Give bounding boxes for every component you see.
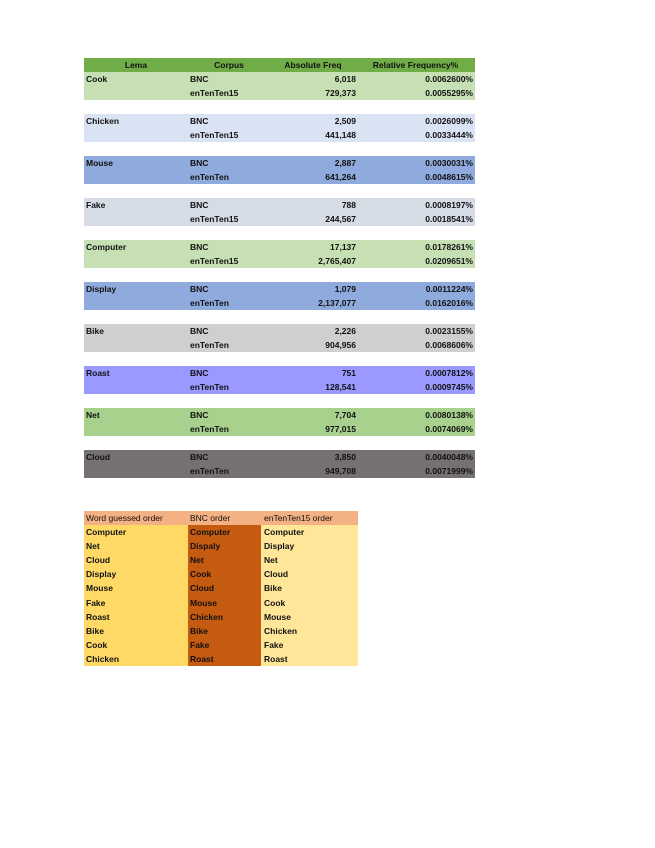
corpus-cell: enTenTen15 — [190, 256, 239, 266]
corpus-cell: enTenTen — [190, 172, 229, 182]
absolute-freq-cell: 2,765,407 — [318, 256, 356, 266]
frequency-row — [84, 156, 475, 170]
relative-freq-cell: 0.0048615% — [425, 172, 473, 182]
frequency-row — [84, 254, 475, 268]
lema-cell — [84, 170, 188, 184]
order-row — [84, 539, 358, 553]
guessed-order-cell: Fake — [84, 596, 188, 610]
frequency-table — [84, 58, 475, 478]
absolute-freq-cell: 441,148 — [325, 130, 356, 140]
frequency-row — [84, 72, 475, 86]
corpus-cell: BNC — [190, 368, 209, 378]
relative-freq-cell: 0.0068606% — [425, 340, 473, 350]
lema-cell: Bike — [86, 326, 104, 336]
order-row — [84, 652, 358, 666]
bnc-order-cell: Chicken — [188, 610, 261, 624]
lema-cell: Display — [86, 284, 117, 294]
header-corpus: Corpus — [214, 60, 244, 70]
corpus-cell: enTenTen — [190, 298, 229, 308]
relative-freq-cell: 0.0030031% — [425, 158, 473, 168]
group-spacer — [84, 100, 475, 114]
guessed-order-cell: Display — [84, 567, 188, 581]
group-spacer — [84, 436, 475, 450]
bnc-order-cell: Cloud — [188, 581, 261, 595]
group-spacer — [84, 184, 475, 198]
bnc-order-cell: Computer — [188, 525, 261, 539]
frequency-row — [84, 198, 475, 212]
lema-cell: Roast — [86, 368, 110, 378]
frequency-row — [84, 170, 475, 184]
frequency-row — [84, 114, 475, 128]
guessed-order-cell: Mouse — [84, 581, 188, 595]
guessed-order-cell: Net — [84, 539, 188, 553]
lema-cell — [84, 380, 188, 394]
corpus-cell: enTenTen — [190, 424, 229, 434]
lema-cell: Chicken — [86, 116, 120, 126]
corpus-cell: BNC — [190, 200, 209, 210]
lema-cell — [84, 464, 188, 478]
relative-freq-cell: 0.0074069% — [425, 424, 473, 434]
lema-cell — [84, 422, 188, 436]
frequency-row — [84, 422, 475, 436]
group-spacer — [84, 352, 475, 366]
relative-freq-cell: 0.0055295% — [425, 88, 473, 98]
lema-cell: Cloud — [86, 452, 111, 462]
lema-cell — [84, 86, 188, 100]
frequency-row — [84, 296, 475, 310]
frequency-row — [84, 128, 475, 142]
absolute-freq-cell: 128,541 — [325, 382, 356, 392]
relative-freq-cell: 0.0009745% — [425, 382, 473, 392]
lema-cell: Mouse — [86, 158, 113, 168]
ententen-order-cell: Computer — [261, 525, 358, 539]
corpus-cell: BNC — [190, 116, 209, 126]
ententen-order-cell: Chicken — [261, 624, 358, 638]
absolute-freq-cell: 751 — [341, 368, 356, 378]
absolute-freq-cell: 2,137,077 — [318, 298, 356, 308]
ententen-order-cell: Cook — [261, 596, 358, 610]
absolute-freq-cell: 949,708 — [325, 466, 356, 476]
absolute-freq-cell: 977,015 — [325, 424, 356, 434]
absolute-freq-cell: 3,850 — [334, 452, 356, 462]
frequency-row — [84, 366, 475, 380]
group-spacer — [84, 394, 475, 408]
frequency-row — [84, 282, 475, 296]
frequency-row — [84, 86, 475, 100]
bnc-order-cell: Fake — [188, 638, 261, 652]
corpus-cell: enTenTen15 — [190, 214, 239, 224]
ententen-order-cell: Cloud — [261, 567, 358, 581]
corpus-cell: enTenTen — [190, 382, 229, 392]
corpus-cell: BNC — [190, 326, 209, 336]
guessed-order-cell: Roast — [84, 610, 188, 624]
frequency-row — [84, 338, 475, 352]
relative-freq-cell: 0.0008197% — [425, 200, 473, 210]
relative-freq-cell: 0.0071999% — [425, 466, 473, 476]
order-row — [84, 525, 358, 539]
order-row — [84, 567, 358, 581]
relative-freq-cell: 0.0026099% — [425, 116, 473, 126]
corpus-cell: BNC — [190, 284, 209, 294]
relative-freq-cell: 0.0080138% — [425, 410, 473, 420]
guessed-order-cell: Cloud — [84, 553, 188, 567]
absolute-freq-cell: 6,018 — [334, 74, 356, 84]
relative-freq-cell: 0.0209651% — [425, 256, 473, 266]
bnc-order-cell: Net — [188, 553, 261, 567]
lema-cell: Computer — [86, 242, 127, 252]
ententen-order-cell: Bike — [261, 581, 358, 595]
frequency-row — [84, 380, 475, 394]
frequency-table-body — [84, 72, 475, 478]
lema-cell — [84, 212, 188, 226]
corpus-cell: BNC — [190, 410, 209, 420]
order-table-body — [84, 525, 358, 666]
corpus-cell: BNC — [190, 158, 209, 168]
corpus-cell: enTenTen15 — [190, 88, 239, 98]
ententen-order-cell: Mouse — [261, 610, 358, 624]
relative-freq-cell: 0.0040048% — [425, 452, 473, 462]
frequency-row — [84, 464, 475, 478]
relative-freq-cell: 0.0007812% — [425, 368, 473, 378]
ententen-order-cell: Net — [261, 553, 358, 567]
corpus-cell: enTenTen15 — [190, 130, 239, 140]
relative-freq-cell: 0.0162016% — [425, 298, 473, 308]
absolute-freq-cell: 641,264 — [325, 172, 356, 182]
relative-freq-cell: 0.0033444% — [425, 130, 473, 140]
absolute-freq-cell: 2,509 — [334, 116, 356, 126]
frequency-row — [84, 450, 475, 464]
order-table — [84, 511, 358, 666]
absolute-freq-cell: 904,956 — [325, 340, 356, 350]
guessed-order-cell: Chicken — [84, 652, 188, 666]
absolute-freq-cell: 729,373 — [325, 88, 356, 98]
relative-freq-cell: 0.0018541% — [425, 214, 473, 224]
lema-cell: Cook — [86, 74, 108, 84]
order-row — [84, 610, 358, 624]
corpus-cell: enTenTen — [190, 466, 229, 476]
bnc-order-cell: Bike — [188, 624, 261, 638]
ententen-order-cell: Display — [261, 539, 358, 553]
relative-freq-cell: 0.0178261% — [425, 242, 473, 252]
frequency-row — [84, 324, 475, 338]
guessed-order-cell: Cook — [84, 638, 188, 652]
order-table-header — [84, 511, 358, 525]
group-spacer — [84, 226, 475, 240]
bnc-order-cell: Cook — [188, 567, 261, 581]
order-row — [84, 596, 358, 610]
frequency-row — [84, 408, 475, 422]
bnc-order-cell: Roast — [188, 652, 261, 666]
lema-cell — [84, 128, 188, 142]
lema-cell — [84, 254, 188, 268]
corpus-cell: BNC — [190, 242, 209, 252]
order-row — [84, 638, 358, 652]
relative-freq-cell: 0.0062600% — [425, 74, 473, 84]
lema-cell — [84, 296, 188, 310]
lema-cell: Fake — [86, 200, 106, 210]
ententen-order-cell: Roast — [261, 652, 358, 666]
absolute-freq-cell: 1,079 — [334, 284, 356, 294]
header-absolute-freq: Absolute Freq — [284, 60, 342, 70]
order-row — [84, 553, 358, 567]
group-spacer — [84, 142, 475, 156]
corpus-cell: BNC — [190, 452, 209, 462]
order-row — [84, 624, 358, 638]
header-bnc-order: BNC order — [188, 511, 261, 525]
guessed-order-cell: Bike — [84, 624, 188, 638]
bnc-order-cell: Mouse — [188, 596, 261, 610]
group-spacer — [84, 268, 475, 282]
absolute-freq-cell: 17,137 — [330, 242, 356, 252]
relative-freq-cell: 0.0023155% — [425, 326, 473, 336]
header-lema: Lema — [124, 60, 148, 70]
lema-cell: Net — [86, 410, 100, 420]
header-word-guessed-order: Word guessed order — [84, 511, 188, 525]
guessed-order-cell: Computer — [84, 525, 188, 539]
absolute-freq-cell: 2,226 — [334, 326, 356, 336]
header-relative-frequency: Relative Frequency% — [372, 60, 459, 70]
relative-freq-cell: 0.0011224% — [425, 284, 473, 294]
absolute-freq-cell: 788 — [341, 200, 356, 210]
corpus-cell: enTenTen — [190, 340, 229, 350]
frequency-row — [84, 240, 475, 254]
ententen-order-cell: Fake — [261, 638, 358, 652]
lema-cell — [84, 338, 188, 352]
bnc-order-cell: Dispaly — [188, 539, 261, 553]
frequency-table-header — [84, 58, 475, 72]
absolute-freq-cell: 244,567 — [325, 214, 356, 224]
group-spacer — [84, 310, 475, 324]
absolute-freq-cell: 7,704 — [334, 410, 356, 420]
order-row — [84, 581, 358, 595]
frequency-row — [84, 212, 475, 226]
absolute-freq-cell: 2,887 — [334, 158, 356, 168]
header-ententen15-order: enTenTen15 order — [261, 511, 358, 525]
corpus-cell: BNC — [190, 74, 209, 84]
